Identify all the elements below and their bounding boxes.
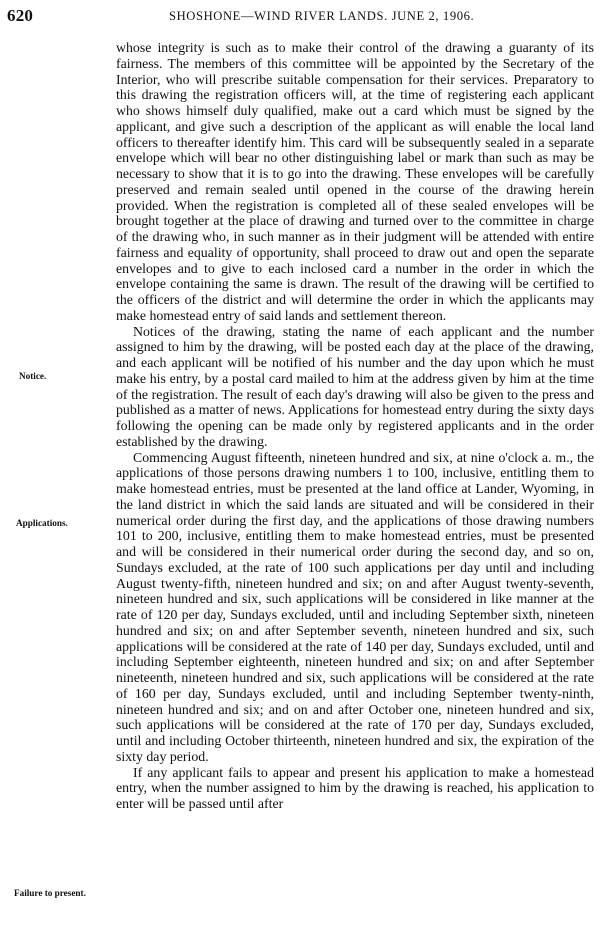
body-text [116,40,594,812]
paragraph-continuation: whose integrity is such as to make their control of the drawing a guaranty of its fairness. The members of this committee will be appointed by the Secretary of the Interior, who will prescribe suitable compensation for their services. Preparatory to this drawing the registration officers will, at the time of registering each applicant who shows himself duly qualified, make out a card which must be signed by the applicant, and give such a description of the applicant as will enable the local land officers to thereafter identify him. This card will be subsequently sealed in a separate envelope which will bear no other distinguishing label or mark than such as may be necessary to show that it is to go into the drawing. These envelopes will be carefully preserved and remain sealed until opened in the course of the drawing herein provided. When the registration is completed all of these sealed envelopes will be brought together at the place of drawing and turned over to the committee in charge of the drawing who, in such manner as in their judgment will be attended with entire fairness and equality of opportunity, shall proceed to draw out and open the separate envelopes and to give to each inclosed card a number in the order in which the envelope containing the same is drawn. The result of the drawing will be certified to the officers of the district and will determine the order in which the applicants may make homestead entry of said lands and settlement thereon. [116,40,594,323]
paragraph-notice: Notices of the drawing, stating the name of each applicant and the number assigned to him by the drawing, will be posted each day at the place of the drawing, and each applicant will be notified of his number and the day upon which he must make his entry, by a postal card mailed to him at the address given by him at the time of the registration. The result of each day's drawing will also be given to the press and published as a matter of news. Applications for homestead entry during the sixty days following the opening can be made only by registered applicants and in the order established by the drawing. [116,323,594,449]
paragraph-failure: If any applicant fails to appear and present his application to make a homestead entry, when the number assigned to him by the drawing is reached, his application to enter will be passed until after [116,764,594,811]
margin-note-applications: Applications. [16,518,68,528]
page-header [0,6,600,28]
page-number: 620 [7,6,34,25]
paragraph-applications: Commencing August fifteenth, nineteen hundred and six, at nine o'clock a. m., the applications of those persons drawing numbers 1 to 100, inclusive, entitling them to make homestead entries, must be presented at the land office at Lander, Wyoming, in the land district in which the said lands are situated and will be considered in their numerical order during the first day, and the applications of those drawing numbers 101 to 200, inclusive, entitling them to make homestead entries, must be presented and will be considered in their numerical order during the second day, and so on, Sundays excluded, at the rate of 100 such applications per day until and including August twenty-fifth, nineteen hundred and six; on and after August twenty-seventh, nineteen hundred and six, such applications will be considered in like manner at the rate of 120 per day, Sundays excluded, until and including September sixth, nineteen hundred and six; on and after September seventh, nineteen hundred and six, such applications will be considered at the rate of 140 per day, Sundays excluded, until and including September eighteenth, nineteen hundred and six; on and after September nineteenth, nineteen hundred and six, such applications will be considered at the rate of 160 per day, Sundays excluded, until and including September twenty-ninth, nineteen hundred and six; and on and after October one, nineteen hundred and six, such applications will be considered at the rate of 170 per day, Sundays excluded, until and including October thirteenth, nineteen hundred and six, the expiration of the sixty day period. [116,449,594,764]
margin-note-failure: Failure to present. [14,888,86,898]
margin-note-notice: Notice. [19,371,47,381]
running-title: SHOSHONE—WIND RIVER LANDS. JUNE 2, 1906. [169,9,475,23]
